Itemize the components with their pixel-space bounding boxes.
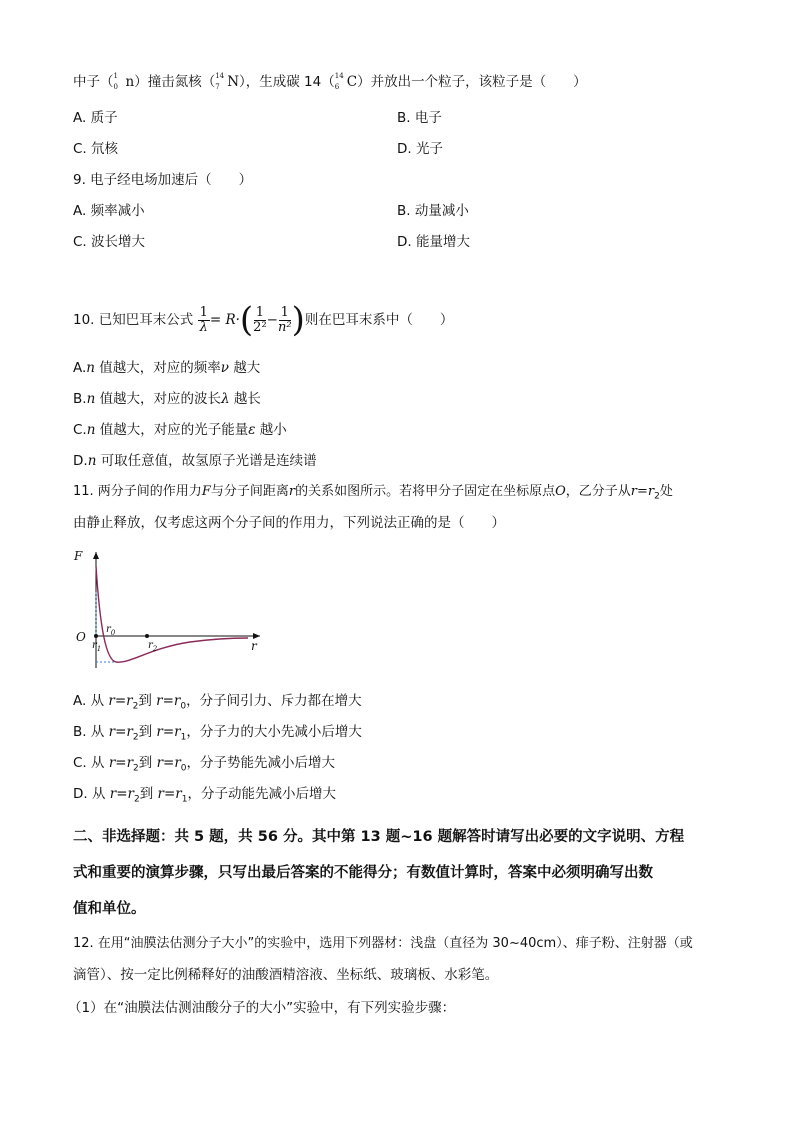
- formula-frac-two: $\frac{1}{\text{2²}}$: [253, 304, 267, 335]
- r1-point: [94, 634, 98, 638]
- origin-label: O: [76, 630, 86, 644]
- right-paren: ): [291, 300, 305, 340]
- nitrogen-symbol: 14 7: [215, 72, 225, 91]
- q10-option-a[interactable]: A.n 值越大，对应的频率ν 越大: [73, 360, 261, 376]
- left-paren: (: [239, 300, 254, 340]
- q12-line2: 滴管）、按一定比例稀释好的油酸酒精溶液、坐标纸、玻璃板、水彩笔。: [73, 967, 499, 983]
- force-distance-graph: [70, 548, 270, 678]
- neutron-symbol: 1 0: [113, 72, 118, 91]
- q10-stem: 10. 已知巴耳末公式 $\frac{1}{\lambda}$ = R·( $\frac{1}{\text{2²}}$ − $\frac{1}{\text{n²}}$ )则在巴耳末系中（ ）: [73, 300, 454, 340]
- q12-line1: 12. 在用“油膜法估测分子大小”的实验中，选用下列器材：浅盘（直径为 30~40cm）、痱子粉、注射器（或: [73, 936, 693, 951]
- q11-stem-line2: 由静止释放，仅考虑这两个分子间的作用力，下列说法正确的是（ ）: [73, 515, 505, 531]
- q11-option-c[interactable]: C. 从 $r=r_2$到 $r=r_0$，分子势能先减小后增大: [73, 755, 336, 774]
- q11-option-d[interactable]: D. 从 $r=r_2$到 $r=r_1$，分子动能先减小后增大: [73, 786, 336, 805]
- r0-label: $r_0$: [106, 624, 116, 637]
- section2-heading-line2: 式和重要的演算步骤，只写出最后答案的不能得分；有数值计算时，答案中必须明确写出数: [73, 865, 653, 881]
- r1-label: $r_1$: [92, 640, 102, 653]
- q11-option-a[interactable]: A. 从 $r=r_2$到 $r=r_0$，分子间引力、斥力都在增大: [73, 693, 362, 712]
- q11-stem-line1: 11. 两分子间的作用力F与分子间距离r的关系如图所示。若将甲分子固定在坐标原点O，乙分子从$r=r_2$处: [73, 484, 673, 502]
- r-axis-label: r: [251, 639, 257, 653]
- q10-option-b[interactable]: B.n 值越大，对应的波长λ 越长: [73, 391, 261, 407]
- q10-option-d[interactable]: D.n 可取任意值，故氢原子光谱是连续谱: [73, 453, 317, 469]
- q9-option-b[interactable]: B. 动量减小: [397, 203, 469, 219]
- section2-heading-line1: 二、非选择题：共 5 题，共 56 分。其中第 13 题~16 题解答时请写出必要的文字说明、方程: [73, 829, 685, 845]
- q11-option-b[interactable]: B. 从 $r=r_2$到 $r=r_1$，分子力的大小先减小后增大: [73, 724, 362, 743]
- q12-line3: （1）在“油膜法估测油酸分子的大小”实验中，有下列实验步骤：: [68, 1000, 456, 1016]
- q8-option-a[interactable]: A. 质子: [73, 110, 118, 126]
- q8-option-c[interactable]: C. 氘核: [73, 141, 119, 157]
- section2-heading-line3: 值和单位。: [73, 901, 146, 917]
- q9-option-c[interactable]: C. 波长增大: [73, 234, 146, 250]
- carbon-symbol: 14 6: [334, 72, 344, 91]
- r2-label: $r_2$: [148, 640, 158, 653]
- formula-frac-n: $\frac{1}{\text{n²}}$: [277, 304, 292, 335]
- formula-frac-lambda: $\frac{1}{\lambda}$: [199, 304, 208, 335]
- q8-stem: 中子（ 1 0 n）撞击氮核（ 14 7 N），生成碳 14（ 14 6 C）并放出一个粒子，该粒子是（ ）: [73, 72, 587, 91]
- q8-option-d[interactable]: D. 光子: [397, 141, 443, 157]
- q9-option-d[interactable]: D. 能量增大: [397, 234, 470, 250]
- q9-option-a[interactable]: A. 频率减小: [73, 203, 145, 219]
- q8-option-b[interactable]: B. 电子: [397, 110, 442, 126]
- q9-stem: 9. 电子经电场加速后（ ）: [73, 172, 253, 188]
- q10-option-c[interactable]: C.n 值越大，对应的光子能量ε 越小: [73, 422, 287, 438]
- f-axis-label: F: [74, 549, 83, 563]
- force-curve: [96, 566, 248, 662]
- r2-point: [145, 634, 149, 638]
